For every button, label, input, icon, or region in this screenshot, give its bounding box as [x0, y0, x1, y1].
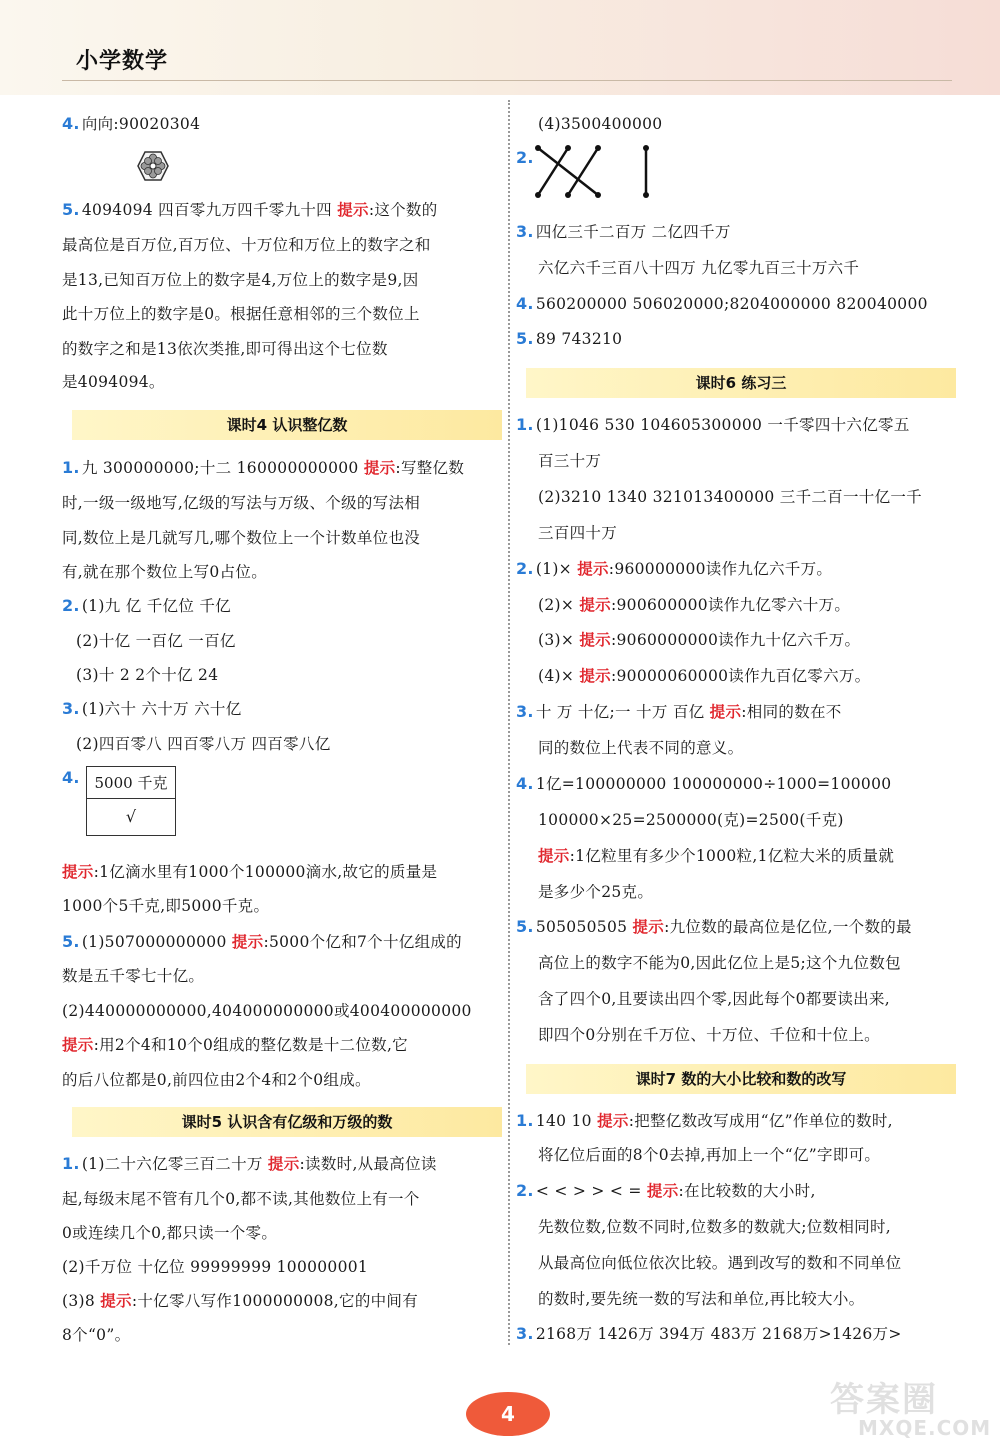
header-rule: [62, 80, 952, 81]
column-divider: [508, 100, 510, 1345]
lesson5-question-1: 1. (1)二十六亿零三百二十万 提示:读数时,从最高位读: [62, 1154, 437, 1173]
text-line: (4)× 提示:90000060000读作九百亿零六万。: [538, 667, 871, 685]
answer-box: [86, 766, 176, 836]
text-line: 8个“0”。: [62, 1326, 131, 1344]
right-question-5: 5. 89 743210: [516, 329, 623, 348]
lesson4-question-4-hint: 提示:1亿滴水里有1000个100000滴水,故它的质量是: [62, 863, 438, 881]
text-line: 时,一级一级地写,亿级的写法与万级、个级的写法相: [62, 494, 421, 512]
text-line: 六亿六千三百八十四万 九亿零九百三十万六千: [538, 259, 860, 277]
lesson4-question-4: 4.: [62, 768, 80, 787]
subject-title: 小学数学: [76, 49, 169, 74]
text-line: 提示:用2个4和10个0组成的整亿数是十二位数,它: [62, 1036, 408, 1054]
lesson7-question-3: 3. 2168万 1426万 394万 483万 2168万>1426万>: [516, 1324, 902, 1343]
text-line: 是13,已知百万位上的数字是4,万位上的数字是9,因: [62, 271, 419, 289]
lesson4-question-3: 3. (1)六十 六十万 六十亿: [62, 699, 242, 718]
text-line: 是4094094。: [62, 373, 165, 391]
text-line: (3)8 提示:十亿零八写作1000000008,它的中间有: [62, 1292, 419, 1310]
text-line: (3)十 2 2个十亿 24: [76, 666, 219, 684]
check-mark: √: [125, 807, 137, 826]
text-line: 含了四个0,且要读出四个零,因此每个0都要读出来,: [538, 990, 891, 1008]
text-line: (3)× 提示:9060000000读作九十亿六千万。: [538, 631, 861, 649]
text-line: 数是五千零七十亿。: [62, 967, 205, 985]
lesson-4-heading: 课时4 认识整亿数: [72, 410, 502, 440]
text-line: 百三十万: [538, 452, 602, 470]
text-line: 100000×25=2500000(克)=2500(千克): [538, 811, 844, 829]
question-4: 4. 向向:90020304: [62, 114, 201, 133]
text-line: 此十万位上的数字是0。根据任意相邻的三个数位上: [62, 305, 420, 323]
right-question-4: 4. 560200000 506020000;8204000000 820040000: [516, 294, 928, 313]
watermark: 答案圈 MXQE.COM: [830, 1380, 992, 1440]
text-line: 三百四十万: [538, 524, 618, 542]
lesson4-question-5: 5. (1)507000000000 提示:5000个亿和7个十亿组成的: [62, 932, 462, 951]
line-matching-figure: [534, 144, 654, 199]
text-line: 高位上的数字不能为0,因此亿位上是5;这个九位数包: [538, 954, 901, 972]
text-line: 的后八位都是0,前四位由2个4和2个0组成。: [62, 1071, 371, 1089]
text-line: (2)3210 1340 321013400000 三千二百一十亿一千: [538, 488, 922, 506]
lesson6-question-2: 2. (1)× 提示:960000000读作九亿六千万。: [516, 559, 833, 578]
lesson6-question-4: 4. 1亿=100000000 100000000÷1000=100000: [516, 774, 892, 793]
lesson7-question-2: 2. < < > > < = 提示:在比较数的大小时,: [516, 1181, 816, 1200]
text-line: 即四个0分别在千万位、十万位、千位和十位上。: [538, 1026, 880, 1044]
lesson6-question-1: 1. (1)1046 530 104605300000 一千零四十六亿零五: [516, 415, 910, 434]
lesson-5-heading: 课时5 认识含有亿级和万级的数: [72, 1107, 502, 1137]
text-line: (2)440000000000,404000000000或400400000000: [62, 1002, 472, 1020]
lesson-7-heading: 课时7 数的大小比较和数的改写: [526, 1064, 956, 1094]
text-line: 提示:1亿粒里有多少个1000粒,1亿粒大米的质量就: [538, 847, 895, 865]
text-line: 同的数位上代表不同的意义。: [538, 739, 744, 757]
right-question-3: 3. 四亿三千二百万 二亿四千万: [516, 222, 731, 241]
right-question-2: 2.: [516, 148, 534, 167]
text-line: 的数时,要先统一数的写法和单位,再比较大小。: [538, 1290, 865, 1308]
text-line: (2)十亿 一百亿 一百亿: [76, 632, 236, 650]
text-line: 是多少个25克。: [538, 883, 654, 901]
text-line: 有,就在那个数位上写0占位。: [62, 563, 267, 581]
flower-icon: [132, 148, 174, 184]
text-line: 将亿位后面的8个0去掉,再加上一个“亿”字即可。: [538, 1146, 881, 1164]
lesson6-question-3: 3. 十 万 十亿;一 十万 百亿 提示:相同的数在不: [516, 702, 842, 721]
text-line: 最高位是百万位,百万位、十万位和万位上的数字之和: [62, 236, 431, 254]
lesson6-question-5: 5. 505050505 提示:九位数的最高位是亿位,一个数的最: [516, 917, 912, 936]
text-line: 先数位数,位数不同时,位数多的数就大;位数相同时,: [538, 1218, 892, 1236]
text-line: 的数字之和是13依次类推,即可得出这个七位数: [62, 340, 388, 358]
question-5: 5. 4094094 四百零九万四千零九十四 提示:这个数的: [62, 200, 438, 219]
lesson4-question-1: 1. 九 300000000;十二 160000000000 提示:写整亿数: [62, 458, 465, 477]
text-line: 起,每级末尾不管有几个0,都不读,其他数位上有一个: [62, 1190, 420, 1208]
text-line: (2)四百零八 四百零八万 四百零八亿: [76, 735, 331, 753]
text-line: 0或连续几个0,都只读一个零。: [62, 1224, 278, 1242]
text-line: 从最高位向低位依次比较。遇到改写的数和不同单位: [538, 1254, 902, 1272]
lesson-6-heading: 课时6 练习三: [526, 368, 956, 398]
lesson7-question-1: 1. 140 10 提示:把整亿数改写成用“亿”作单位的数时,: [516, 1111, 893, 1130]
text-line: 同,数位上是几就写几,哪个数位上一个计数单位也没: [62, 529, 421, 547]
text-line: (2)千万位 十亿位 99999999 100000001: [62, 1258, 369, 1276]
answer-box-weight: 5000 千克: [87, 767, 175, 799]
text-line: (4)3500400000: [538, 115, 663, 133]
lesson4-question-2: 2. (1)九 亿 千亿位 千亿: [62, 596, 231, 615]
text-line: (2)× 提示:900600000读作九亿零六十万。: [538, 596, 851, 614]
text-line: 1000个5千克,即5000千克。: [62, 897, 270, 915]
page-number: 4: [466, 1392, 550, 1436]
